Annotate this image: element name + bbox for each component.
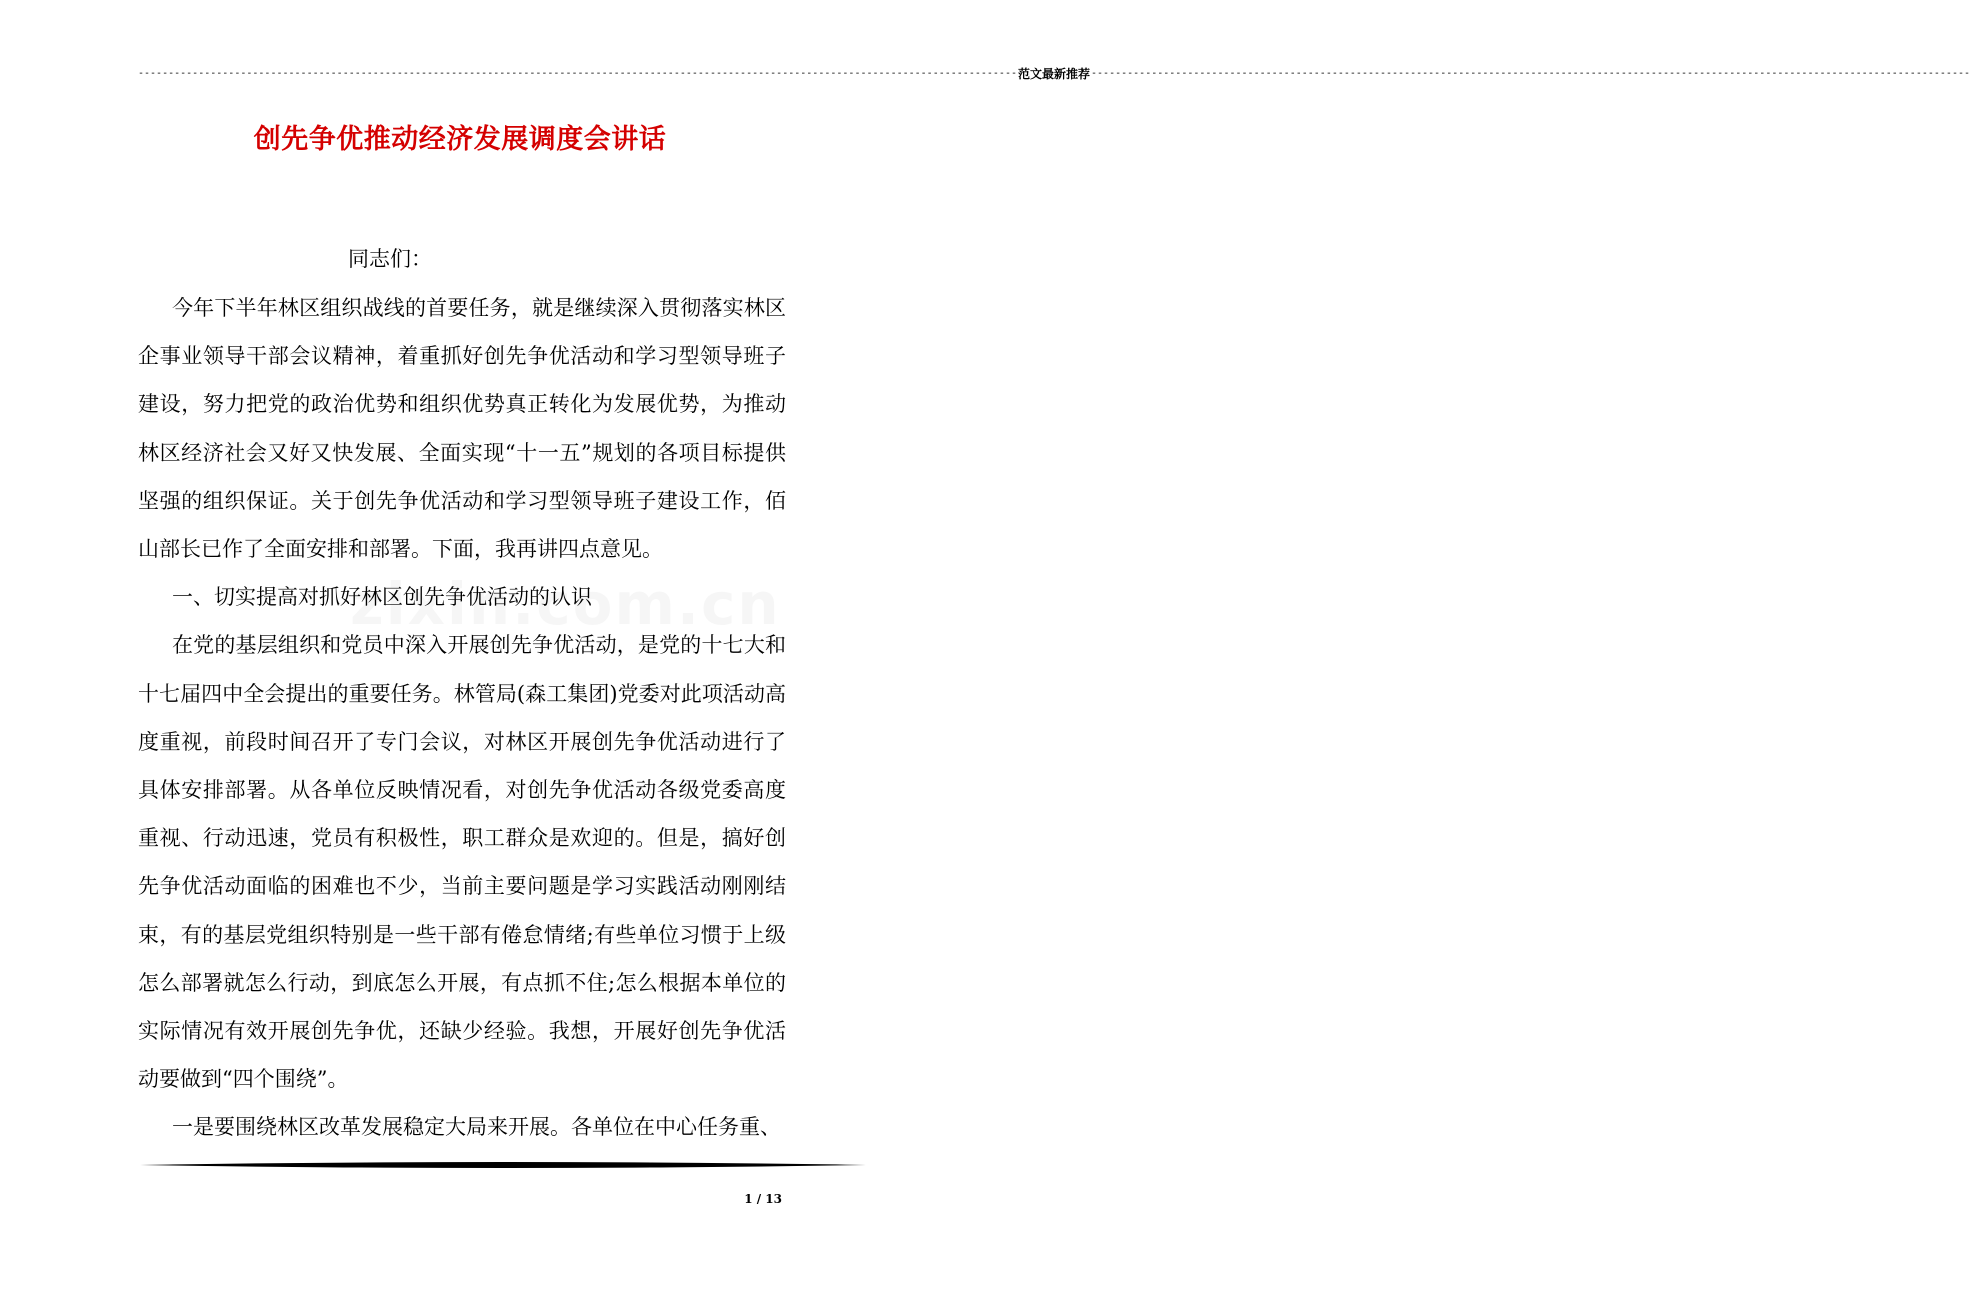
header-dash-right: -------------------------------------------------------------------------------------------------------------------------------------------------- [1091, 68, 1970, 79]
document-body [138, 236, 786, 1152]
header-dash-left: -------------------------------------------------------------------------------------------------------------------------------------------------- [138, 68, 1017, 79]
header-label: 范文最新推荐 [1018, 67, 1091, 81]
paragraph: 一是要围绕林区改革发展稳定大局来开展。各单位在中心任务重、 [172, 1115, 781, 1140]
page-number: 1 / 13 [744, 1192, 782, 1206]
salutation: 同志们： [348, 247, 432, 271]
footer-rule [140, 1158, 866, 1172]
running-header [138, 66, 1970, 82]
section-heading: 一、切实提高对抓好林区创先争优活动的认识 [172, 585, 592, 610]
document-title: 创先争优推动经济发展调度会讲话 [253, 124, 667, 155]
paragraph: 在党的基层组织和党员中深入开展创先争优活动，是党的十七大和十七届四中全会提出的重要任务。林管局(森工集团)党委对此项活动高度重视，前段时间召开了专门会议，对林区开展创先争优活动进行了具体安排部署。从各单位反映情况看，对创先争优活动各级党委高度重视、行动迅速，党员有积极性，职工群众是欢迎的。但是，搞好创先争优活动面临的困难也不少，当前主要问题是学习实践活动刚刚结束，有的基层党组织特别是一些干部有倦怠情绪;有些单位习惯于上级怎么部署就怎么行动，到底怎么开展，有点抓不住;怎么根据本单位的实际情况有效开展创先争优，还缺少经验。我想，开展好创先争优活动要做到“四个围绕”。 [138, 633, 786, 1092]
paragraph: 今年下半年林区组织战线的首要任务，就是继续深入贯彻落实林区企事业领导干部会议精神，着重抓好创先争优活动和学习型领导班子建设，努力把党的政治优势和组织优势真正转化为发展优势，为推动林区经济社会又好又快发展、全面实现“十一五”规划的各项目标提供坚强的组织保证。关于创先争优活动和学习型领导班子建设工作，佰山部长已作了全面安排和部署。下面，我再讲四点意见。 [138, 296, 786, 562]
